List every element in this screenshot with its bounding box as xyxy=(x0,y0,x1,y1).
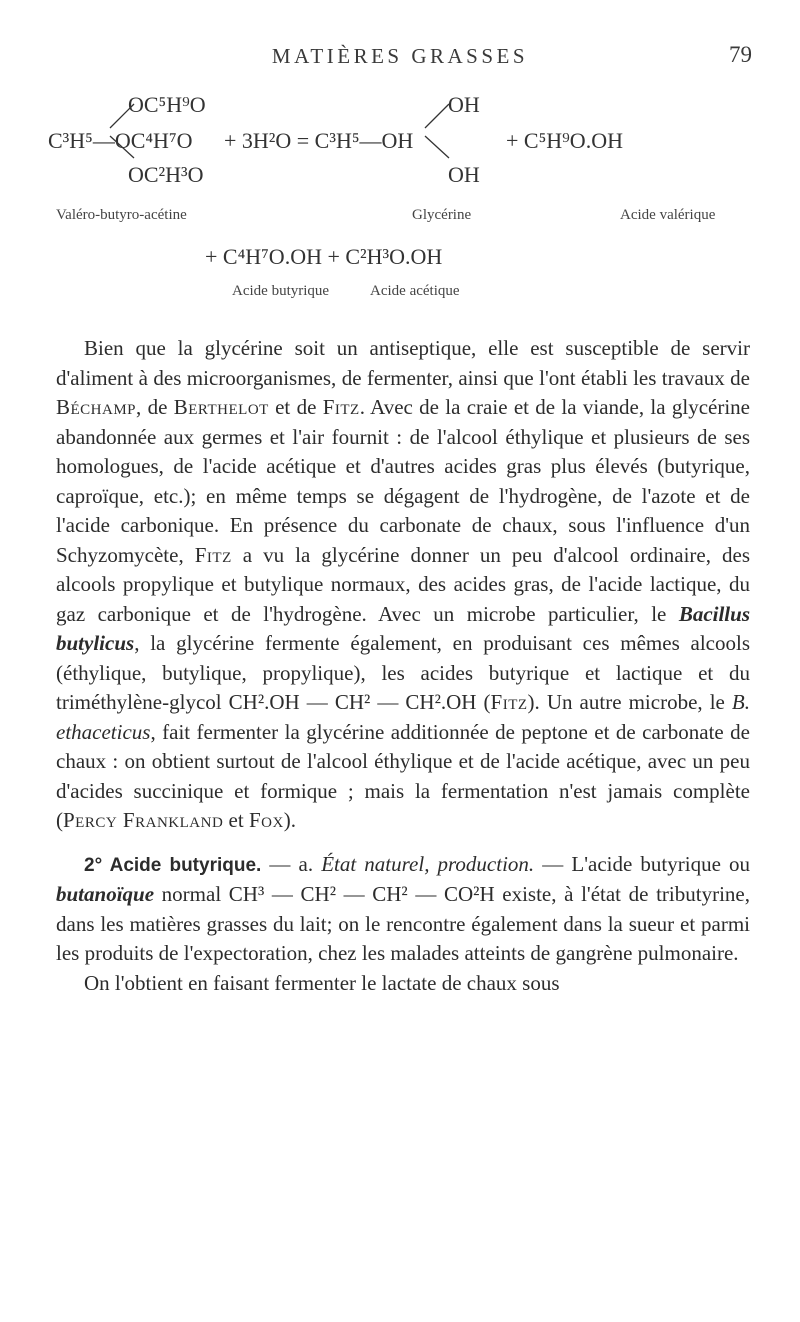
eq-bottom-left: OC²H³O xyxy=(128,162,204,187)
eq-line-two: + C⁴H⁷O.OH + C²H³O.OH xyxy=(205,244,443,269)
section-heading: 2° Acide butyrique. xyxy=(84,854,262,876)
author-fox: Fox xyxy=(248,808,284,832)
caption-acide-acetique: Acide acétique xyxy=(370,283,460,299)
eq-plus-valeric: + C⁵H⁹O.OH xyxy=(506,128,623,153)
eq-top-right: OH xyxy=(448,92,480,117)
paragraph-glycerine-fermentation: Bien que la glycérine soit un antiseptique, elle est susceptible de servir d'aliment à des microorganismes, de fermenter, ainsi que l'ont établi les travaux de Béchamp, de Berthelot et de Fitz. Avec de la craie et de la viande, la glycérine abandonnée aux germes et l'air fournit : de l'alcool éthylique et plusieurs de ses homologues, de l'acide acétique et d'autres acides gras plus élevés (butyrique, caproïque, etc.); en même temps se dégagent de l'hydrogène, de l'azote et de l'acide carbonique. En présence du carbonate de chaux, sous l'influence d'un Schyzomycète, Fitz a vu la glycérine donner un peu d'alcool ordinaire, des alcools propylique et butylique normaux, des acides gras, de l'acide lactique, du gaz carbonique et de l'hydrogène. Avec un microbe particulier, le Bacillus butylicus, la glycérine fermente également, en produisant ces mêmes alcools (éthylique, butylique, propylique), les acides butyrique et lactique et du triméthylène-glycol CH².OH — CH² — CH².OH (Fitz). Un autre microbe, le B. ethaceticus, fait fermenter la glycérine additionnée de peptone et de carbonate de chaux : on obtient surtout de l'alcool éthylique et de l'acide acétique, avec un peu d'acides succinique et formique ; mais la fermentation n'est jamais complète (Percy Frankland et Fox). xyxy=(56,336,751,832)
running-title: MATIÈRES GRASSES xyxy=(271,44,529,68)
paragraph-obtention: On l'obtient en faisant fermenter le lactate de chaux sous xyxy=(84,970,560,995)
author-bechamp: Béchamp xyxy=(56,395,137,419)
species-bacillus-butylicus: Bacillus butylicus xyxy=(56,601,750,655)
author-percy-frankland: Percy Frankland xyxy=(63,808,224,832)
species-b-ethaceticus: B. ethaceticus xyxy=(56,690,750,744)
caption-valero-butyro-acetine: Valéro-butyro-acétine xyxy=(56,207,187,223)
eq-mid-left: C³H⁵—OC⁴H⁷O xyxy=(48,128,193,153)
author-fitz: Fitz xyxy=(490,690,528,714)
caption-acide-butyrique: Acide butyrique xyxy=(232,283,330,299)
author-fitz: Fitz xyxy=(322,395,360,419)
caption-glycerine: Glycérine xyxy=(412,207,472,223)
author-berthelot: Berthelot xyxy=(173,395,269,419)
eq-plus-water: + 3H²O = C³H⁵—OH xyxy=(224,128,414,153)
page-number: 79 xyxy=(729,42,752,67)
subsection-heading: État naturel, production. xyxy=(321,851,535,876)
caption-acide-valerique: Acide valérique xyxy=(620,207,716,223)
eq-bottom-right: OH xyxy=(448,162,480,187)
eq-top-left: OC⁵H⁹O xyxy=(128,92,206,117)
running-header xyxy=(0,44,800,74)
author-fitz: Fitz xyxy=(194,542,232,567)
paragraph-acide-butyrique: 2° Acide butyrique. — a. État naturel, production. — L'acide butyrique ou butanoïque normal CH³ — CH² — CH² — CO²H existe, à l'état de tributyrine, dans les matières grasses du lait; on le rencontre également dans la sueur et parmi les produits de l'expectoration, chez les malades atteints de gangrène pulmonaire. xyxy=(56,851,750,965)
term-butanoique: butanoïque xyxy=(56,882,155,906)
body-text xyxy=(56,334,750,998)
